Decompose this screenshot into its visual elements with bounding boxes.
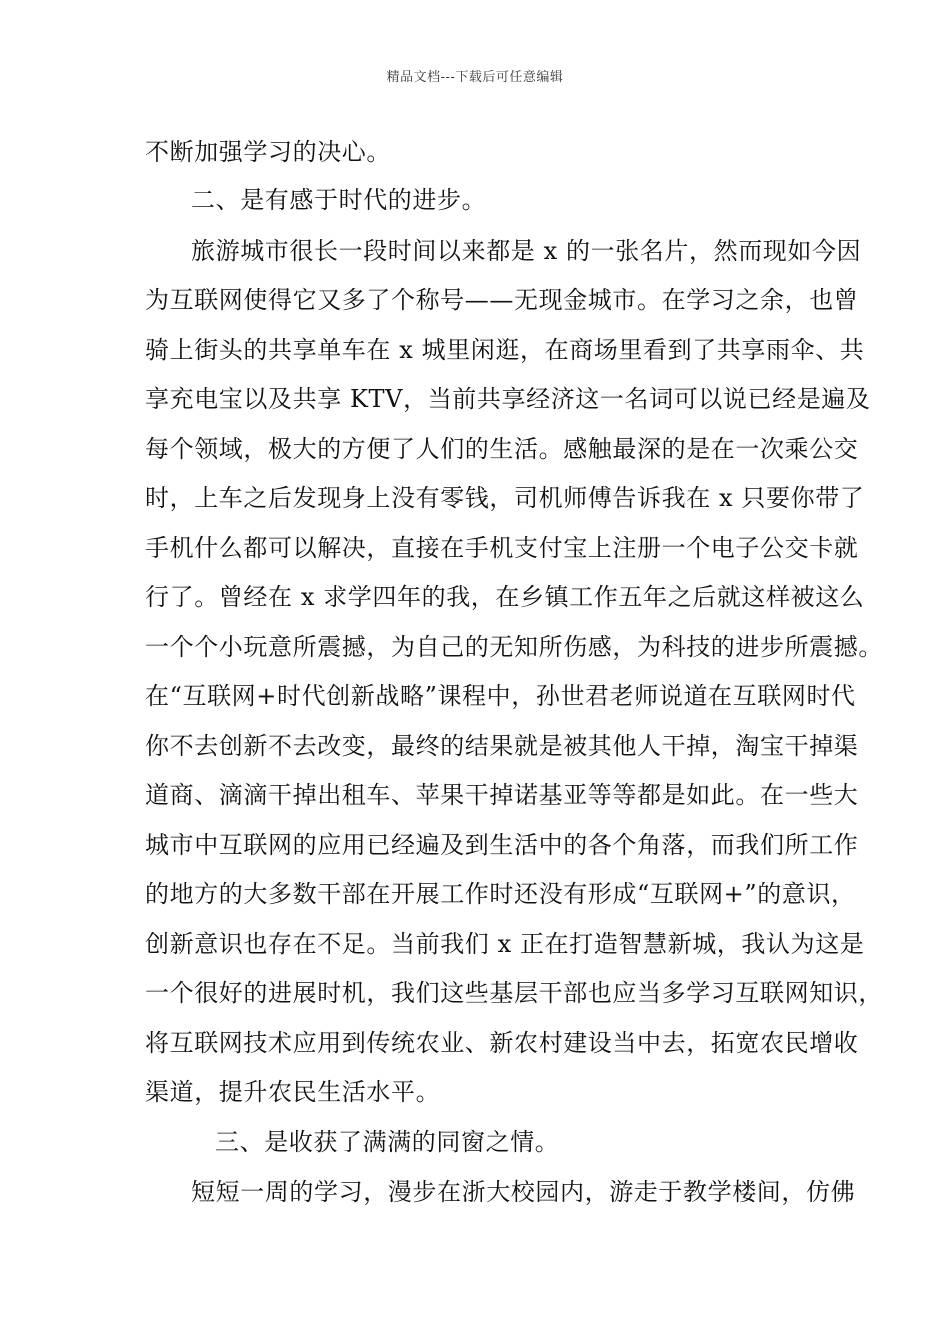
text-line: 你不去创新不去改变，最终的结果就是被其他人干掉，淘宝干掉渠	[145, 732, 859, 760]
text-line: 时，上车之后发现身上没有零钱，司机师傅告诉我在 x 只要你带了	[145, 484, 865, 512]
section-heading: 二、是有感于时代的进步。	[191, 186, 487, 214]
text-line: 行了。曾经在 x 求学四年的我，在乡镇工作五年之后就这样被这么	[145, 583, 865, 611]
text-line: 渠道，提升农民生活水平。	[145, 1078, 441, 1106]
text-line: 一个个小玩意所震撼，为自己的无知所伤感，为科技的进步所震撼。	[145, 633, 883, 661]
page-header: 精品文档---下载后可任意编辑	[386, 70, 564, 85]
text-line: 旅游城市很长一段时间以来都是 x 的一张名片，然而现如今因	[191, 237, 862, 265]
text-line: 将互联网技术应用到传统农业、新农村建设当中去，拓宽农民增收	[145, 1029, 859, 1057]
text-line: 每个领域，极大的方便了人们的生活。感触最深的是在一次乘公交	[145, 435, 859, 463]
section-heading: 三、是收获了满满的同窗之情。	[215, 1128, 560, 1156]
text-line: 创新意识也存在不足。当前我们 x 正在打造智慧新城，我认为这是	[145, 930, 865, 958]
text-line: 为互联网使得它又多了个称号——无现金城市。在学习之余，也曾	[145, 286, 859, 314]
text-line: 在“互联网+时代创新战略”课程中，孙世君老师说道在互联网时代	[145, 682, 856, 710]
text-line: 的地方的大多数干部在开展工作时还没有形成“互联网+”的意识，	[145, 880, 856, 908]
text-line: 一个很好的进展时机，我们这些基层干部也应当多学习互联网知识，	[145, 979, 883, 1007]
text-line: 城市中互联网的应用已经遍及到生活中的各个角落，而我们所工作	[145, 831, 859, 859]
text-line: 不断加强学习的决心。	[145, 138, 391, 166]
text-line: 手机什么都可以解决，直接在手机支付宝上注册一个电子公交卡就	[145, 534, 859, 562]
text-line: 享充电宝以及共享 KTV，当前共享经济这一名词可以说已经是遍及	[145, 385, 871, 413]
text-line: 短短一周的学习，漫步在浙大校园内，游走于教学楼间，仿佛	[191, 1178, 856, 1206]
text-line: 道商、滴滴干掉出租车、苹果干掉诺基亚等等都是如此。在一些大	[145, 781, 859, 809]
text-line: 骑上街头的共享单车在 x 城里闲逛，在商场里看到了共享雨伞、共	[145, 336, 865, 364]
